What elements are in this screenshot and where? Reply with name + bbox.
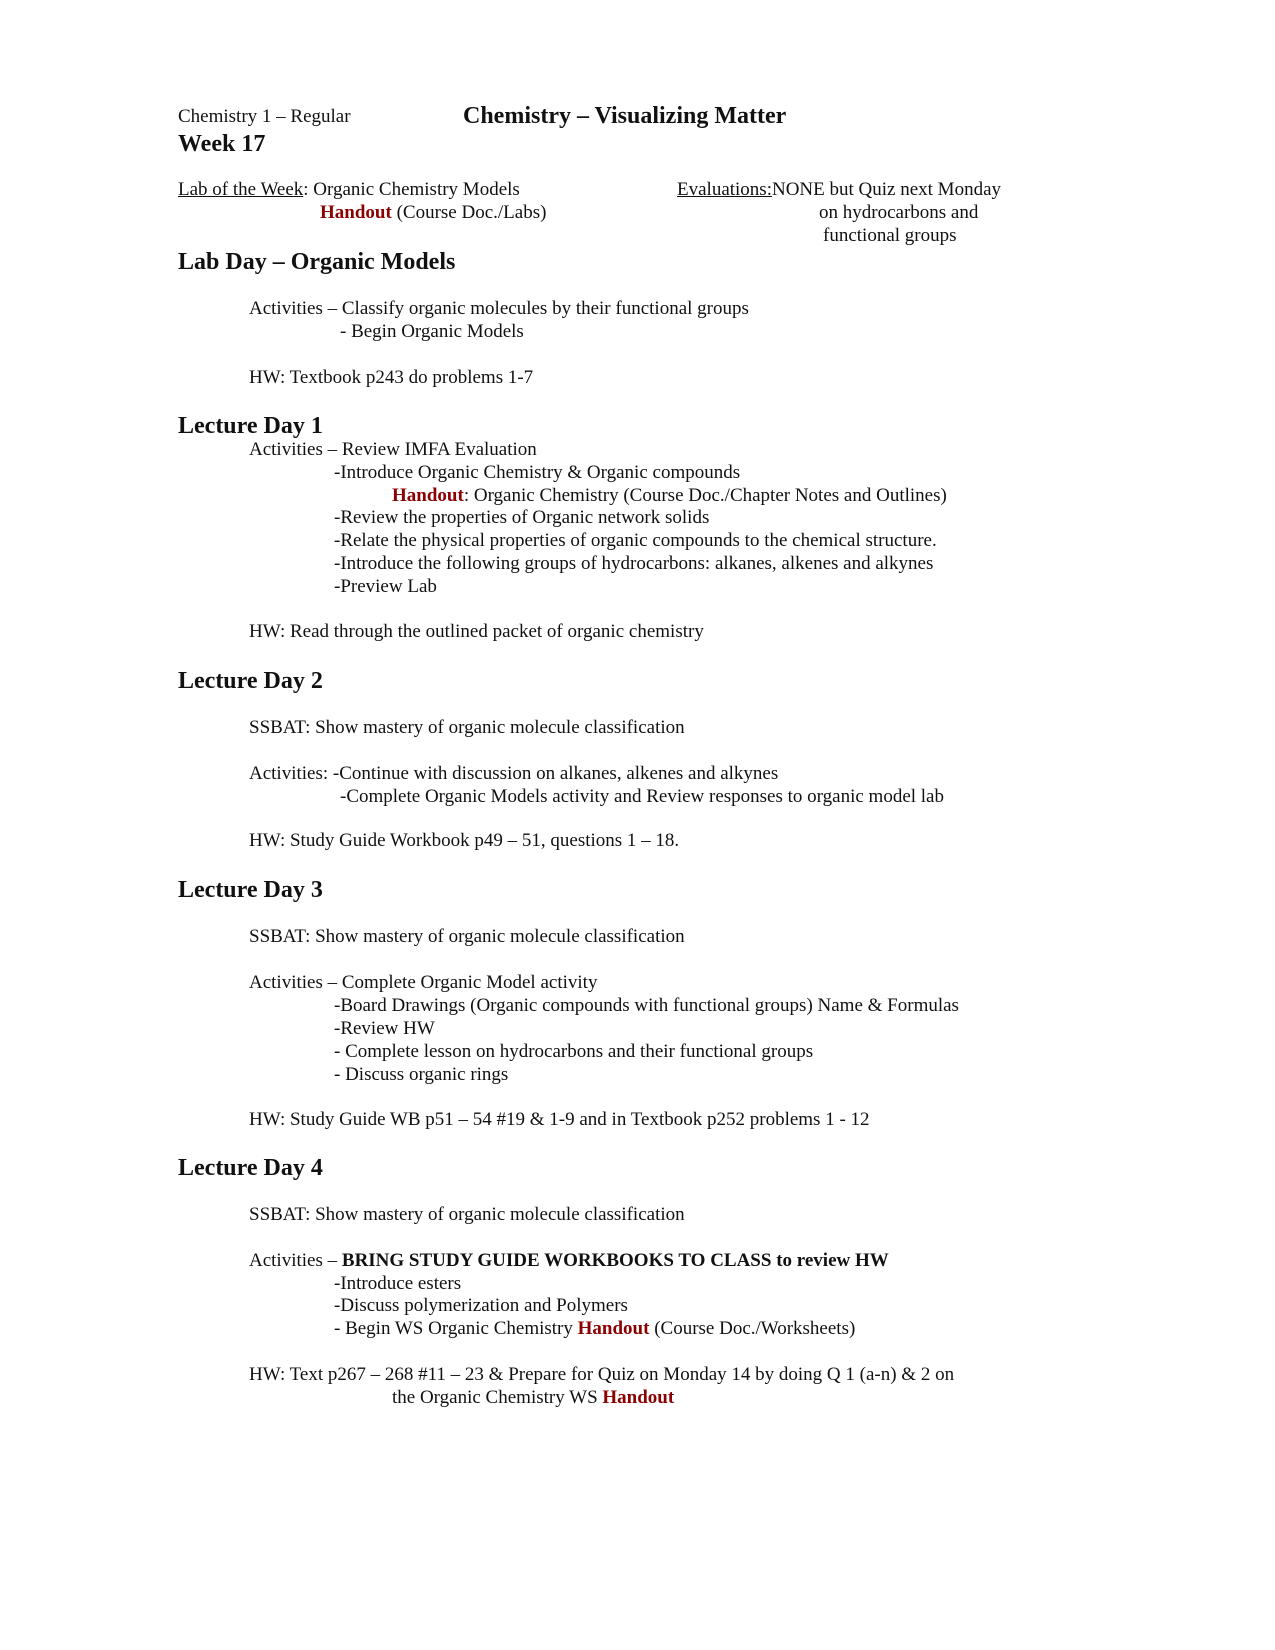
lecture-4-ws-suffix: (Course Doc./Worksheets) bbox=[649, 1318, 856, 1339]
lecture-4-ws-handout-link[interactable]: Handout bbox=[577, 1318, 650, 1339]
course-label: Chemistry 1 – Regular bbox=[178, 106, 351, 127]
lecture-day-3-heading: Lecture Day 3 bbox=[178, 877, 323, 903]
lecture-2-hw: HW: Study Guide Workbook p49 – 51, questions 1 – 18. bbox=[249, 830, 680, 851]
lecture-3-item: -Review HW bbox=[334, 1018, 435, 1039]
lab-handout-link[interactable]: Handout bbox=[320, 202, 392, 223]
lab-day-activity-2: - Begin Organic Models bbox=[340, 321, 524, 342]
lecture-day-1-heading: Lecture Day 1 bbox=[178, 413, 323, 439]
lecture-3-item: - Complete lesson on hydrocarbons and their functional groups bbox=[334, 1041, 814, 1062]
lecture-day-2-heading: Lecture Day 2 bbox=[178, 668, 323, 694]
lecture-2-activities: Activities: -Continue with discussion on alkanes, alkenes and alkynes bbox=[249, 763, 779, 784]
lecture-4-hw-line-1: HW: Text p267 – 268 #11 – 23 & Prepare for Quiz on Monday 14 by doing Q 1 (a-n) & 2 on bbox=[249, 1364, 955, 1385]
document-title: Chemistry – Visualizing Matter bbox=[463, 103, 787, 129]
lecture-3-activities: Activities – Complete Organic Model activity bbox=[249, 972, 598, 993]
lecture-1-handout-line bbox=[392, 486, 947, 505]
lab-handout-line bbox=[320, 203, 546, 222]
lecture-4-hw-handout-link[interactable]: Handout bbox=[602, 1387, 675, 1408]
lecture-4-activities-line bbox=[249, 1251, 889, 1270]
lecture-4-item: -Introduce esters bbox=[334, 1273, 462, 1294]
lab-day-heading: Lab Day – Organic Models bbox=[178, 249, 456, 275]
evaluations-line2: on hydrocarbons and bbox=[819, 202, 979, 223]
lecture-3-hw: HW: Study Guide WB p51 – 54 #19 & 1-9 and in Textbook p252 problems 1 - 12 bbox=[249, 1109, 870, 1130]
lecture-1-item: -Preview Lab bbox=[334, 576, 437, 597]
evaluations-line bbox=[677, 180, 1001, 199]
lecture-2-ssbat: SSBAT: Show mastery of organic molecule classification bbox=[249, 717, 685, 738]
week-label: Week 17 bbox=[178, 131, 266, 157]
lecture-4-item: -Discuss polymerization and Polymers bbox=[334, 1295, 628, 1316]
lecture-3-ssbat: SSBAT: Show mastery of organic molecule classification bbox=[249, 926, 685, 947]
lecture-4-ws-prefix: - Begin WS Organic Chemistry bbox=[334, 1318, 578, 1339]
lecture-1-activities: Activities – Review IMFA Evaluation bbox=[249, 439, 537, 460]
lab-of-week-name: Organic Chemistry Models bbox=[308, 179, 520, 200]
lab-of-week-colon: : bbox=[303, 179, 309, 200]
lab-handout-ref: (Course Doc./Labs) bbox=[391, 202, 547, 223]
lecture-1-handout-link[interactable]: Handout bbox=[392, 485, 464, 506]
lecture-4-hw-line-2 bbox=[392, 1388, 674, 1407]
lecture-3-item: - Discuss organic rings bbox=[334, 1064, 509, 1085]
lecture-day-4-heading: Lecture Day 4 bbox=[178, 1155, 323, 1181]
evaluations-value: NONE but Quiz next Monday bbox=[771, 179, 1002, 200]
lab-of-week-label: Lab of the Week bbox=[178, 179, 304, 200]
lecture-4-hw-prefix: the Organic Chemistry WS bbox=[392, 1387, 603, 1408]
evaluations-line3: functional groups bbox=[823, 225, 957, 246]
lecture-4-ssbat: SSBAT: Show mastery of organic molecule classification bbox=[249, 1204, 685, 1225]
lab-day-hw: HW: Textbook p243 do problems 1-7 bbox=[249, 367, 534, 388]
lab-of-week-line bbox=[178, 180, 520, 199]
lecture-1-hw: HW: Read through the outlined packet of organic chemistry bbox=[249, 621, 704, 642]
lecture-1-item: -Relate the physical properties of organic compounds to the chemical structure. bbox=[334, 530, 937, 551]
lecture-2-activity-2: -Complete Organic Models activity and Review responses to organic model lab bbox=[340, 786, 944, 807]
lecture-1-handout-ref: : Organic Chemistry (Course Doc./Chapter Notes and Outlines) bbox=[463, 485, 947, 506]
evaluations-label: Evaluations: bbox=[677, 179, 772, 200]
lecture-4-activities-bold: BRING STUDY GUIDE WORKBOOKS TO CLASS to review HW bbox=[341, 1250, 889, 1271]
lab-day-activities: Activities – Classify organic molecules by their functional groups bbox=[249, 298, 749, 319]
lecture-1-item: -Review the properties of Organic network solids bbox=[334, 507, 710, 528]
lecture-4-ws-line bbox=[334, 1319, 855, 1338]
lecture-3-item: -Board Drawings (Organic compounds with functional groups) Name & Formulas bbox=[334, 995, 959, 1016]
lecture-1-item: -Introduce Organic Chemistry & Organic compounds bbox=[334, 462, 741, 483]
lecture-4-activities-prefix: Activities – bbox=[249, 1250, 342, 1271]
lecture-1-item: -Introduce the following groups of hydrocarbons: alkanes, alkenes and alkynes bbox=[334, 553, 934, 574]
